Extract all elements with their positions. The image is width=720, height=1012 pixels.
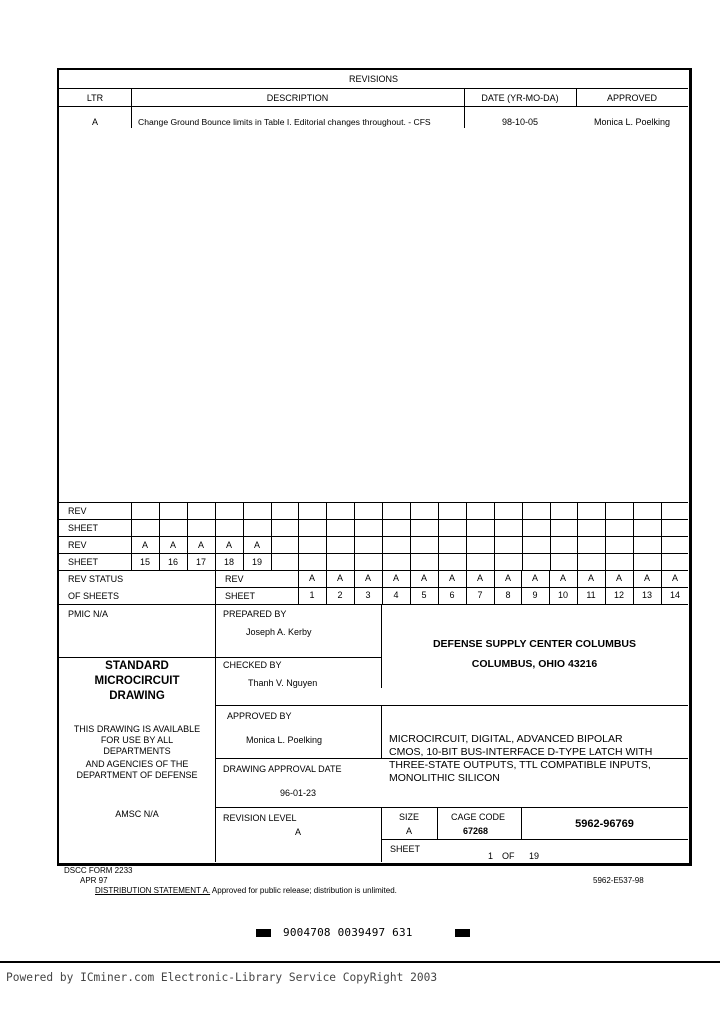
- revision-date: 98-10-05: [501, 117, 539, 127]
- revision-approved: Monica L. Poelking: [593, 117, 671, 127]
- divider: [381, 705, 382, 758]
- size-label: SIZE: [398, 812, 419, 822]
- sheet-label: SHEET: [390, 844, 421, 854]
- approval-date: 96-01-23: [280, 788, 317, 798]
- description-3: THREE-STATE OUTPUTS, TTL COMPATIBLE INPUTS,: [389, 759, 651, 771]
- divider: [381, 807, 688, 808]
- status-sheet-cell: 11: [586, 590, 596, 600]
- status-sheet-cell: 3: [365, 590, 371, 600]
- status-sheet-cell: 8: [505, 590, 511, 600]
- standard-title-3: DRAWING: [109, 690, 165, 702]
- distribution-label: DISTRIBUTION STATEMENT A.: [95, 886, 211, 895]
- lower-rev-cell: A: [197, 540, 204, 550]
- divider: [215, 604, 216, 862]
- sheet-of-label: OF: [502, 851, 515, 861]
- divider: [437, 807, 438, 839]
- revision-ltr: A: [91, 117, 98, 127]
- divider: [59, 657, 215, 658]
- description-1: MICROCIRCUIT, DIGITAL, ADVANCED BIPOLAR: [389, 733, 623, 745]
- lower-rev-cell: A: [141, 540, 148, 550]
- status-rev-cell: A: [308, 573, 315, 583]
- barcode-text: 9004708 0039497 631: [283, 926, 413, 939]
- watermark-text: Powered by ICminer.com Electronic-Library Service CopyRight 2003: [6, 971, 438, 984]
- availability-5: DEPARTMENT OF DEFENSE: [76, 770, 198, 780]
- checked-by-name: Thanh V. Nguyen: [248, 678, 318, 688]
- availability-4: AND AGENCIES OF THE: [85, 759, 189, 769]
- amsc-label: AMSC N/A: [115, 809, 159, 819]
- distribution-statement: [95, 886, 397, 896]
- description-2: CMOS, 10-BIT BUS-INTERFACE D-TYPE LATCH WITH: [389, 746, 653, 758]
- divider: [661, 502, 662, 570]
- status-rev-cell: A: [643, 573, 650, 583]
- standard-title-2: MICROCIRCUIT: [94, 675, 180, 687]
- lower-sheet-cell: 16: [167, 557, 178, 567]
- divider: [59, 88, 688, 89]
- status-sheet-cell: 7: [477, 590, 483, 600]
- status-sheet-cell: 14: [669, 590, 680, 600]
- availability-1: THIS DRAWING IS AVAILABLE: [73, 724, 201, 734]
- cage-code-value: 67268: [463, 826, 489, 836]
- lower-sheet-cell: 17: [195, 557, 206, 567]
- upper-sheet-label: SHEET: [68, 523, 99, 533]
- divider: [633, 502, 634, 570]
- divider: [215, 657, 381, 658]
- agency-name: DEFENSE SUPPLY CENTER COLUMBUS: [432, 638, 637, 650]
- rev-status-rev-label: REV: [225, 574, 244, 584]
- col-ltr-header: LTR: [86, 93, 104, 103]
- divider: [215, 705, 381, 706]
- availability-2: FOR USE BY ALL: [100, 735, 174, 745]
- divider: [494, 502, 495, 570]
- divider: [298, 502, 299, 570]
- approved-by-name: Monica L. Poelking: [246, 735, 323, 745]
- lower-sheet-cell: 18: [223, 557, 234, 567]
- status-rev-cell: A: [671, 573, 678, 583]
- prepared-by-name: Joseph A. Kerby: [246, 627, 312, 637]
- col-approved-header: APPROVED: [606, 93, 657, 103]
- watermark-divider: [0, 961, 720, 963]
- lower-sheet-cell: 15: [139, 557, 150, 567]
- checked-by-label: CHECKED BY: [223, 660, 282, 670]
- standard-title-1: STANDARD: [105, 660, 169, 672]
- status-rev-cell: A: [364, 573, 371, 583]
- status-rev-cell: A: [615, 573, 622, 583]
- divider: [59, 502, 688, 503]
- divider: [59, 519, 688, 520]
- divider: [576, 88, 577, 106]
- divider: [522, 502, 523, 570]
- approval-date-label: DRAWING APPROVAL DATE: [223, 764, 342, 774]
- document-code: 5962-E537-98: [593, 876, 644, 885]
- status-rev-cell: A: [476, 573, 483, 583]
- divider: [271, 502, 272, 570]
- availability-3: DEPARTMENTS: [103, 746, 171, 756]
- rev-status-label: REV STATUS: [68, 574, 124, 584]
- divider: [689, 570, 690, 604]
- col-description-header: DESCRIPTION: [266, 93, 329, 103]
- barcode-mark-right: [455, 929, 470, 937]
- divider: [689, 502, 690, 570]
- status-sheet-cell: 6: [449, 590, 455, 600]
- barcode-mark-left: [256, 929, 271, 937]
- sheet-number: 1: [488, 851, 494, 861]
- col-date-header: DATE (YR-MO-DA): [481, 93, 559, 103]
- lower-rev-cell: A: [169, 540, 176, 550]
- status-sheet-cell: 1: [309, 590, 315, 600]
- description-4: MONOLITHIC SILICON: [389, 772, 500, 784]
- divider: [326, 502, 327, 570]
- drawing-number: 5962-96769: [575, 818, 634, 830]
- divider: [382, 502, 383, 570]
- divider: [381, 705, 688, 706]
- divider: [605, 502, 606, 570]
- revision-level: A: [295, 827, 302, 837]
- divider: [550, 502, 551, 570]
- divider: [215, 807, 381, 808]
- size-value: A: [405, 826, 412, 836]
- revision-level-label: REVISION LEVEL: [223, 813, 297, 823]
- pmic-label: PMIC N/A: [68, 609, 109, 619]
- lower-rev-cell: A: [225, 540, 232, 550]
- status-sheet-cell: 13: [641, 590, 652, 600]
- status-rev-cell: A: [587, 573, 594, 583]
- form-number: DSCC FORM 2233: [64, 866, 133, 875]
- upper-rev-label: REV: [68, 506, 87, 516]
- status-rev-cell: A: [504, 573, 511, 583]
- divider: [577, 502, 578, 570]
- rev-status-sheet-label: SHEET: [225, 591, 256, 601]
- status-sheet-cell: 2: [337, 590, 343, 600]
- divider: [59, 106, 688, 107]
- agency-address: COLUMBUS, OHIO 43216: [471, 658, 598, 670]
- status-rev-cell: A: [531, 573, 538, 583]
- approved-by-label: APPROVED BY: [227, 711, 292, 721]
- prepared-by-label: PREPARED BY: [223, 609, 287, 619]
- status-sheet-cell: 12: [613, 590, 624, 600]
- of-sheets-label: OF SHEETS: [68, 591, 120, 601]
- status-rev-cell: A: [448, 573, 455, 583]
- divider: [466, 502, 467, 570]
- divider: [381, 839, 688, 840]
- form-date: APR 97: [80, 876, 108, 885]
- divider: [59, 604, 688, 605]
- distribution-text: Approved for public release; distribution is unlimited.: [210, 886, 397, 895]
- lower-sheet-label: SHEET: [68, 557, 99, 567]
- divider: [354, 502, 355, 570]
- status-sheet-cell: 10: [557, 590, 568, 600]
- cage-code-label: CAGE CODE: [451, 812, 506, 822]
- status-rev-cell: A: [559, 573, 566, 583]
- revision-description: Change Ground Bounce limits in Table I. Editorial changes throughout. - CFS: [138, 117, 431, 127]
- sheet-total: 19: [529, 851, 540, 861]
- divider: [215, 570, 216, 604]
- status-sheet-cell: 9: [532, 590, 538, 600]
- divider: [438, 502, 439, 570]
- status-sheet-cell: 5: [421, 590, 427, 600]
- revisions-title: REVISIONS: [348, 74, 398, 84]
- status-rev-cell: A: [336, 573, 343, 583]
- divider: [131, 88, 132, 128]
- status-rev-cell: A: [420, 573, 427, 583]
- lower-rev-label: REV: [68, 540, 87, 550]
- divider: [410, 502, 411, 570]
- lower-sheet-cell: 19: [251, 557, 262, 567]
- status-sheet-cell: 4: [393, 590, 399, 600]
- status-rev-cell: A: [392, 573, 399, 583]
- lower-rev-cell: A: [253, 540, 260, 550]
